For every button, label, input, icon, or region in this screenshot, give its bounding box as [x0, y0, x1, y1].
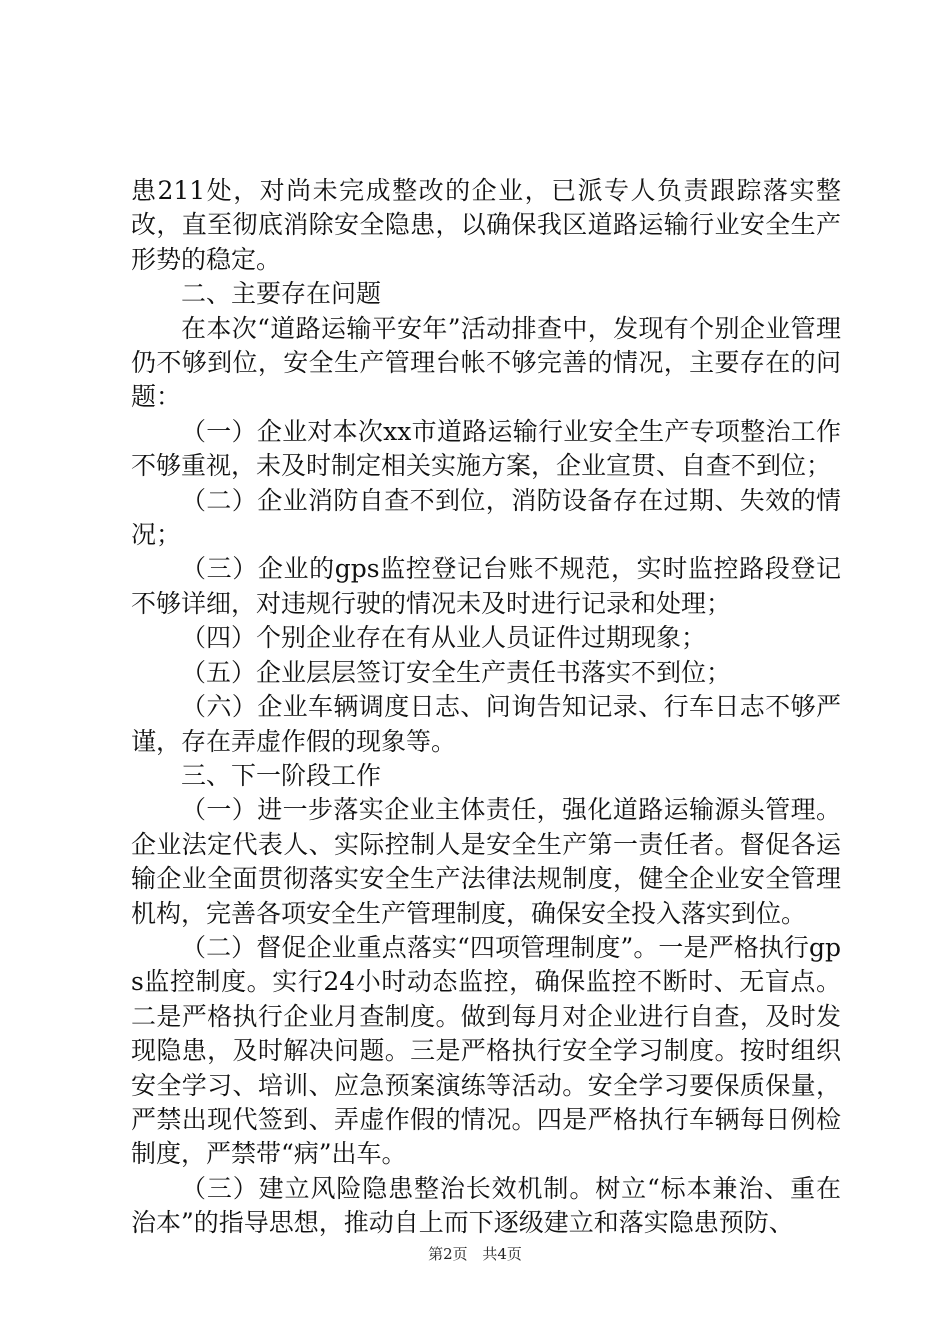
paragraph-continuation: 患211处，对尚未完成整改的企业，已派专人负责跟踪落实整改，直至彻底消除安全隐患，以确保我区道路运输行业安全生产形势的稳定。	[131, 176, 841, 274]
page-footer	[0, 1244, 950, 1264]
list-item-problem-4: （四）个别企业存在有从业人员证件过期现象；	[181, 623, 707, 653]
list-item-problem-5: （五）企业层层签订安全生产责任书落实不到位；	[181, 657, 732, 687]
document-body	[131, 174, 841, 1241]
page-number: 第2页	[428, 1245, 468, 1263]
list-item-next-1: （一）进一步落实企业主体责任，强化道路运输源头管理。企业法定代表人、实际控制人是安全生产第一责任者。督促各运输企业全面贯彻落实安全生产法律法规制度，健全企业安全管理机构，完善各项安全生产管理制度，确保安全投入落实到位。	[131, 795, 841, 928]
section-heading-next-stage: 三、下一阶段工作	[181, 760, 382, 790]
paragraph-problems-intro: 在本次“道路运输平安年”活动排查中，发现有个别企业管理仍不够到位，安全生产管理台帐不够完善的情况，主要存在的问题：	[131, 313, 841, 412]
page-total: 共4页	[482, 1245, 522, 1263]
list-item-next-2: （二）督促企业重点落实“四项管理制度”。一是严格执行gps监控制度。实行24小时动态监控，确保监控不断时、无盲点。二是严格执行企业月查制度。做到每月对企业进行自查，及时发现隐患，及时解决问题。三是严格执行安全学习制度。按时组织安全学习、培训、应急预案演练等活动。安全学习要保质保量，严禁出现代签到、弄虚作假的情况。四是严格执行车辆每日例检制度，严禁带“病”出车。	[131, 932, 841, 1169]
list-item-next-3: （三）建立风险隐患整治长效机制。树立“标本兼治、重在治本”的指导思想，推动自上而下逐级建立和落实隐患预防、	[131, 1173, 841, 1238]
list-item-problem-1: （一）企业对本次xx市道路运输行业安全生产专项整治工作不够重视，未及时制定相关实施方案，企业宣贯、自查不到位；	[131, 416, 841, 481]
list-item-problem-3: （三）企业的gps监控登记台账不规范，实时监控路段登记不够详细，对违规行驶的情况未及时进行记录和处理；	[131, 554, 841, 618]
list-item-problem-6: （六）企业车辆调度日志、问询告知记录、行车日志不够严谨，存在弄虚作假的现象等。	[131, 692, 841, 756]
section-heading-problems: 二、主要存在问题	[181, 279, 382, 309]
list-item-problem-2: （二）企业消防自查不到位，消防设备存在过期、失效的情况；	[131, 485, 841, 550]
